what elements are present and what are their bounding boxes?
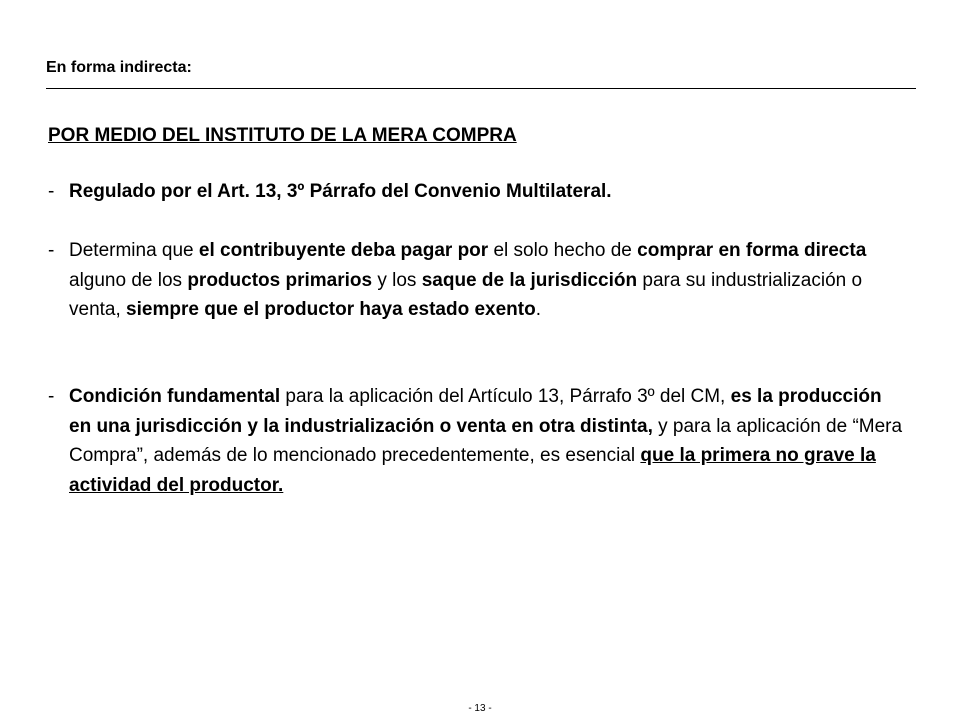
bullet-text [69,236,908,325]
text-run: Determina que [69,240,199,261]
bullet-marker: - [48,181,55,202]
bullet-text [69,382,908,500]
bullet-item-regulation [48,177,908,207]
text-run: Condición fundamental [69,386,281,407]
text-run: . [535,299,541,320]
text-run: y para la aplicación de “Mera Compra”, además de lo mencionado precedentemente, es esencial [69,415,903,466]
text-run: siempre que el productor haya estado exento [126,299,536,320]
page-number: - 13 - [468,703,492,714]
text-run: productos primarios [187,269,373,291]
text-run: Regulado por el Art. 13, 3º Párrafo del Convenio Multilateral. [69,181,612,202]
text-run: comprar en forma directa [637,240,867,261]
bullet-marker: - [48,386,55,407]
section-header: En forma indirecta: [46,59,192,76]
text-run: para la aplicación del Artículo 13, Párrafo 3º del CM, [280,386,731,407]
text-run: y los [372,269,422,291]
text-run: para su industrialización o venta, [69,269,863,320]
text-run: el solo hecho de [488,240,638,261]
header-divider [46,88,916,89]
section-title: POR MEDIO DEL INSTITUTO DE LA MERA COMPRA [48,125,517,146]
bullet-item-condition [48,382,908,500]
bullet-marker: - [48,240,55,261]
bullet-text [69,177,908,207]
text-run: saque de la jurisdicción [421,269,638,291]
text-run: es la producción en una jurisdicción y la industrialización o venta en otra distinta, [69,386,882,437]
bullet-item-determination [48,236,908,325]
text-run: alguno de los [69,269,188,291]
text-run: el contribuyente deba pagar por [198,240,489,261]
text-run-underlined: que la primera no grave la actividad del productor. [69,445,876,496]
